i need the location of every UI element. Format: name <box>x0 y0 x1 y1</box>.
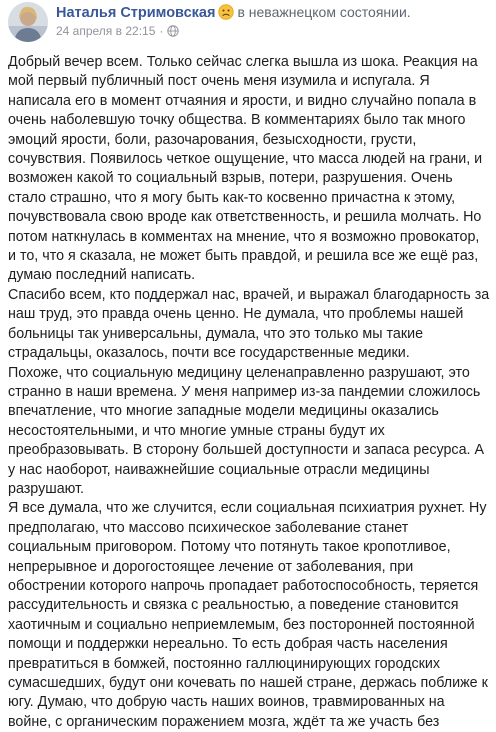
post-meta <box>56 22 179 40</box>
feeling-text: в неважнецком состоянии. <box>237 4 411 20</box>
post-header <box>0 0 496 44</box>
post-paragraph: Добрый вечер всем. Только сейчас слегка вышла из шока. Реакция на мой первый публичный пост очень меня изумила и испугала. Я написала его в момент отчаяния и ярости, и видно случайно попала в очень наболевшую точку общества. В комментариях было так много эмоций ярости, боли, разочарования, безысходности, грусти, сочувствия. Появилось четкое ощущение, что масса людей на грани, и возможен какой то социальный взрыв, потери, разрушения. Очень стало страшно, что я могу быть как-то косвенно причастна к этому, почувствовала свою вроде как ответственность, и решила молчать. Но потом наткнулась в комментах на мнение, что я возможно провокатор, и то, что я сказала, не может быть правдой, и решила все же ещё раз, думаю последний написать. <box>8 54 483 284</box>
post-timestamp[interactable]: 24 апреля в 22:15 <box>56 24 156 38</box>
globe-icon[interactable] <box>167 24 179 42</box>
post-paragraph: Спасибо всем, кто поддержал нас, врачей, и выражал благодарность за наш труд, это правда очень ценно. Не думала, что проблемы нашей больницы так универсальны, думала, что это только мы такие страдальцы, оказалось, почти все государственные медики. <box>8 286 490 362</box>
post-paragraph: Похоже, что социальную медицину целенаправленно разрушают, это странно в наши времена. У меня например из-за пандемии сложилось впечатление, что многие западные модели медицины оказались несостоятельными, и что многие умные страны будут их преобразовывать. В сторону большей доступности и запаса ресурса. А у нас наоборот, наиважнейшие социальные отрасли медицины разрушают. <box>8 364 485 497</box>
post-body <box>8 53 490 732</box>
meta-separator: · <box>159 24 164 38</box>
sad-face-emoji-icon <box>218 4 234 25</box>
author-name[interactable]: Наталья Стримовская <box>56 5 216 21</box>
author-avatar[interactable] <box>8 2 48 42</box>
author-line <box>56 2 411 22</box>
post-paragraph: Я все думала, что же случится, если социальная психиатрия рухнет. Ну предполагаю, что массово психическое заболевание станет социальным приговором. Потому что потянуть такое кропотливое, непрерывное и дорогостоящее лечение от заболевания, при обострении которого напрочь пропадает работоспособность, теряется рассудительность и связка с реальностью, а поведение становится хаотичным и социально неприемлемым, без посторонней постоянной помощи и поддержки нереально. То есть добрая часть населения превратиться в бомжей, постоянно галлюцинирующих городских сумасшедших, будут они кочевать по нашей стране, держась поближе к югу. Думаю, что добрую часть наших воинов, травмированных на войне, с органическим поражением мозга, ждёт та же участь без <box>8 500 488 730</box>
avatar-photo <box>8 2 48 42</box>
